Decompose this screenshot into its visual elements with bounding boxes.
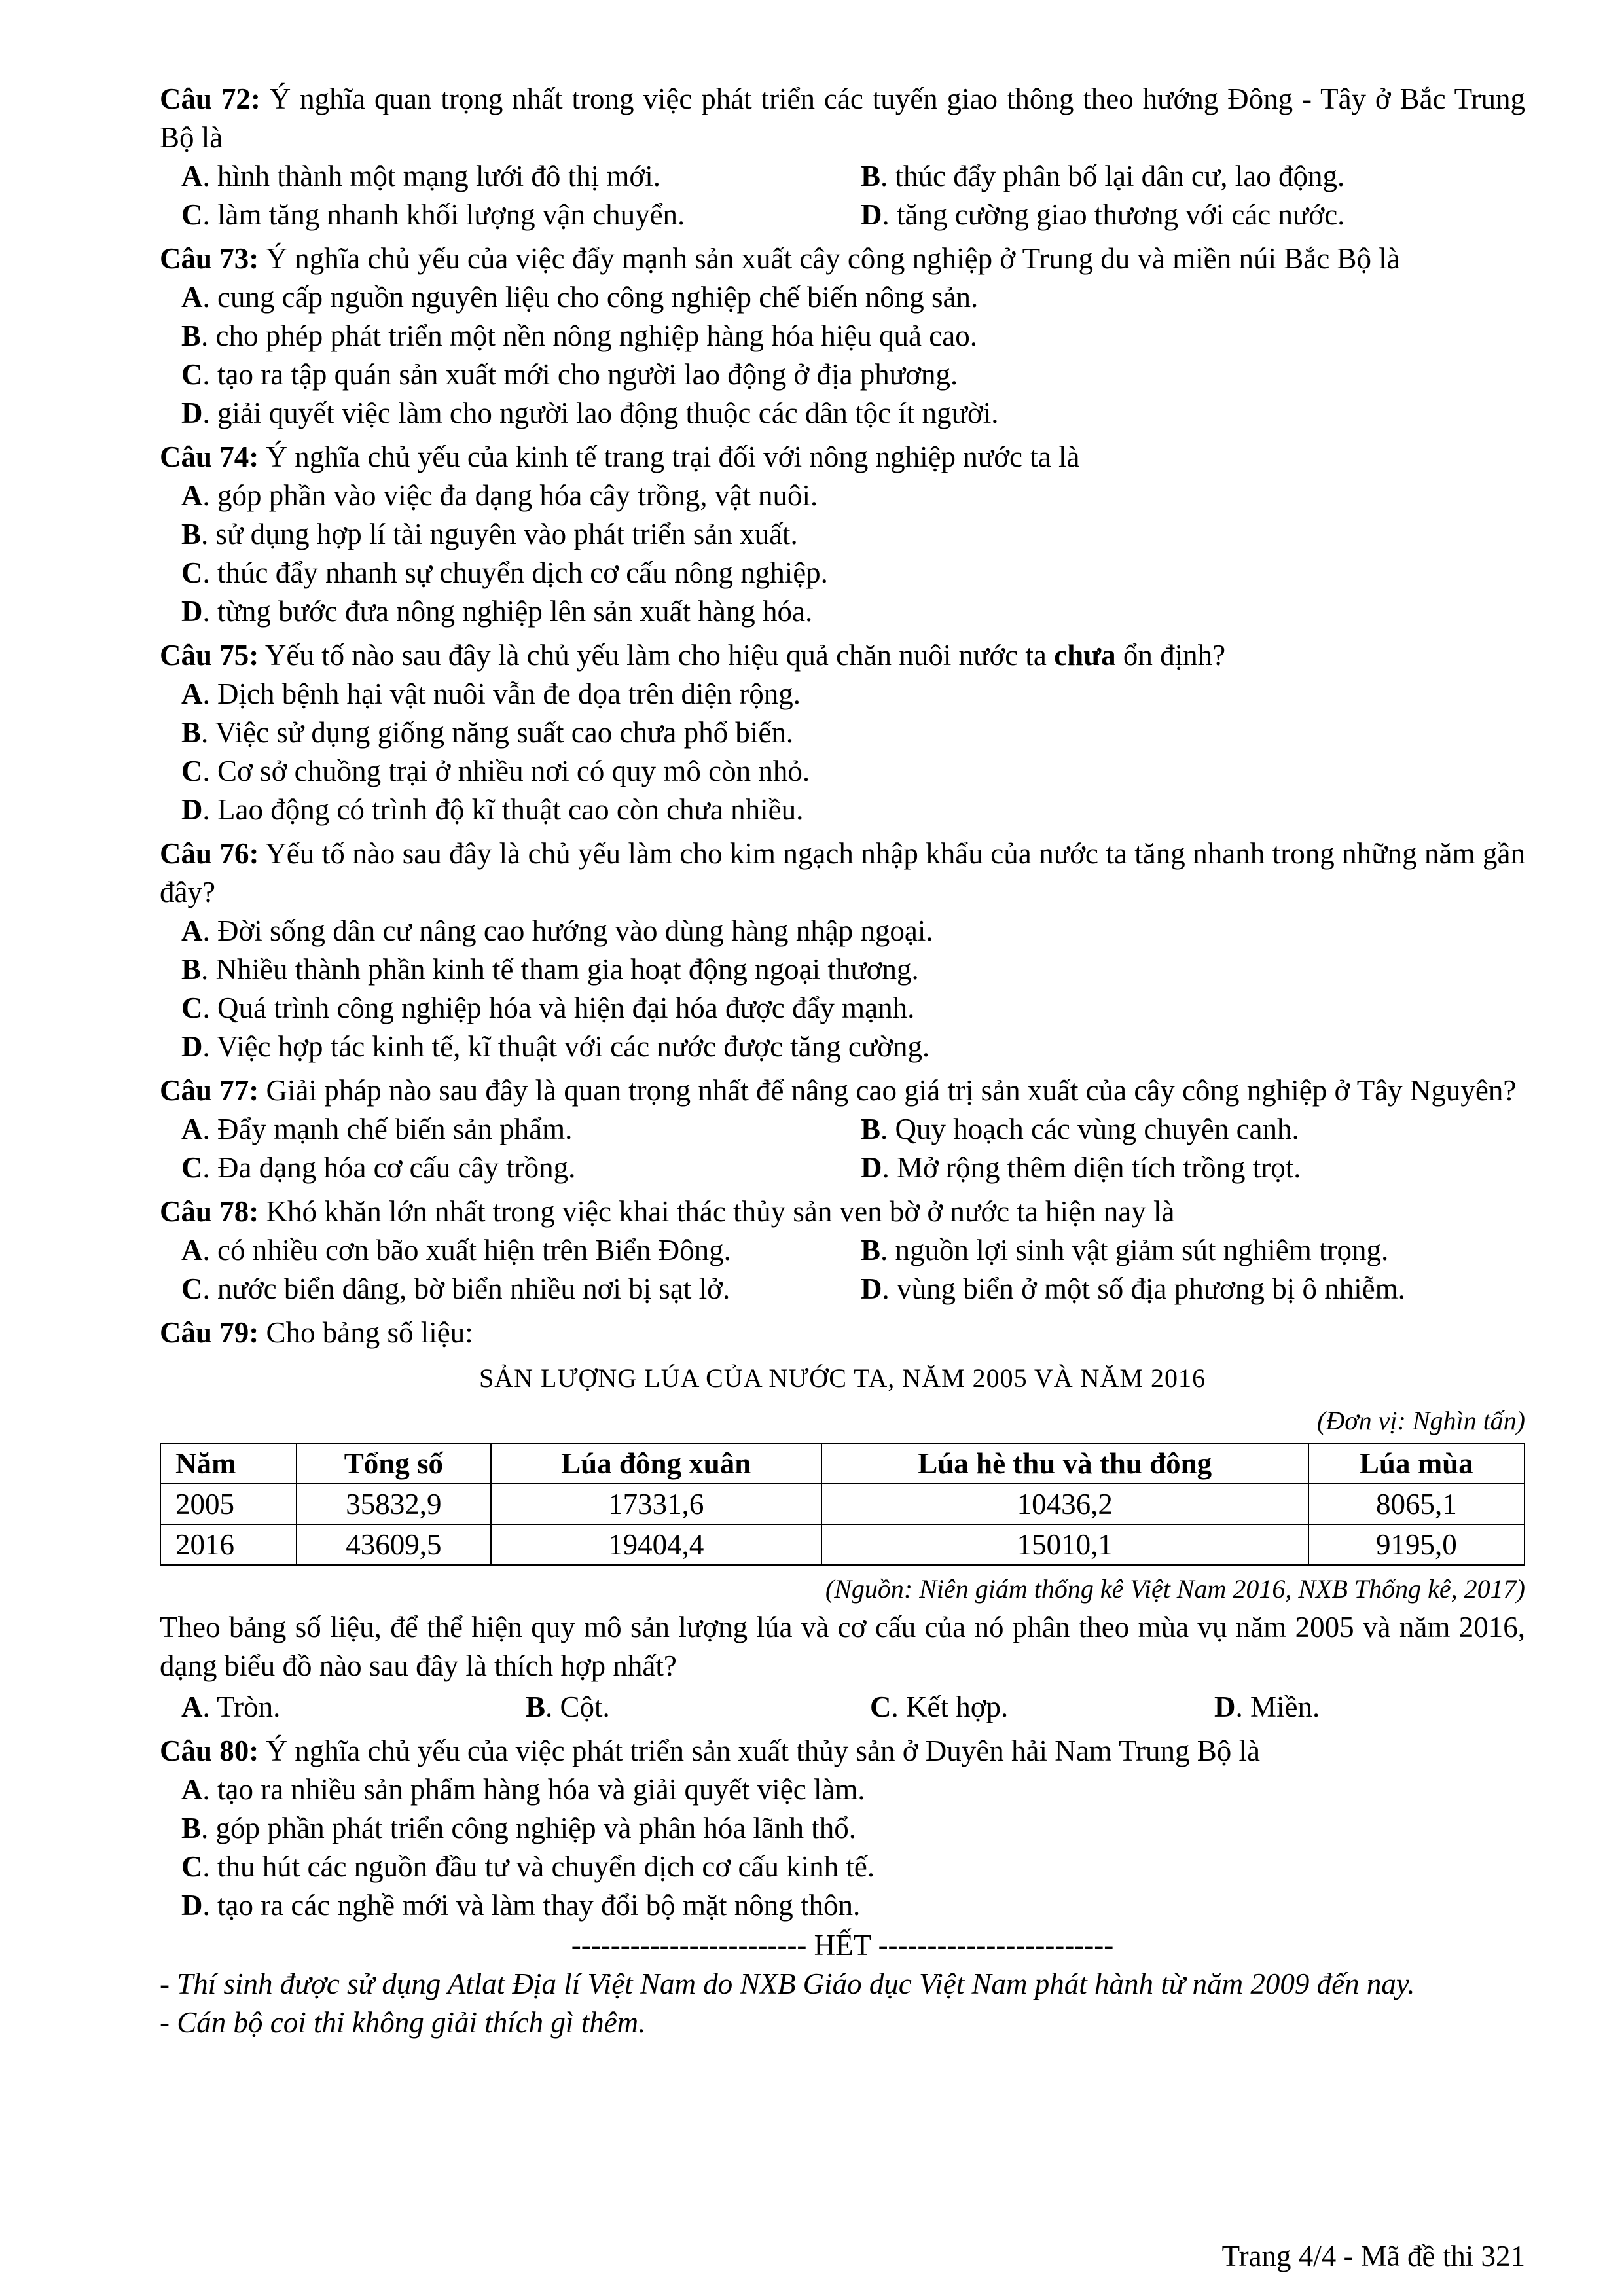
question-text: Ý nghĩa chủ yếu của việc phát triển sản xuất thủy sản ở Duyên hải Nam Trung Bộ là bbox=[259, 1734, 1261, 1767]
table-cell: 2005 bbox=[160, 1484, 297, 1524]
option-c: C. nước biển dâng, bờ biển nhiều nơi bị sạt lở. bbox=[181, 1272, 731, 1305]
option-c: C. Kết hợp. bbox=[870, 1691, 1009, 1723]
question-78 bbox=[160, 1193, 1525, 1308]
emphasis-word: chưa bbox=[1054, 639, 1116, 672]
question-text: Yếu tố nào sau đây là chủ yếu làm cho hiệu quả chăn nuôi nước ta bbox=[259, 639, 1055, 672]
question-number: Câu 78: bbox=[160, 1195, 259, 1228]
question-number: Câu 74: bbox=[160, 440, 259, 473]
question-number: Câu 80: bbox=[160, 1734, 259, 1767]
question-number: Câu 76: bbox=[160, 837, 259, 870]
question-80 bbox=[160, 1732, 1525, 1925]
question-number: Câu 79: bbox=[160, 1316, 259, 1349]
question-text: Ý nghĩa chủ yếu của việc đẩy mạnh sản xuất cây công nghiệp ở Trung du và miền núi Bắc Bộ là bbox=[259, 242, 1400, 275]
table-cell: 10436,2 bbox=[821, 1484, 1308, 1524]
option-a: A. Tròn. bbox=[181, 1691, 281, 1723]
question-79 bbox=[160, 1314, 1525, 1727]
table-cell: 19404,4 bbox=[491, 1524, 821, 1565]
rice-output-table bbox=[160, 1443, 1525, 1566]
option-d: D. giải quyết việc làm cho người lao động thuộc các dân tộc ít người. bbox=[181, 397, 999, 429]
question-text: Ý nghĩa chủ yếu của kinh tế trang trại đối với nông nghiệp nước ta là bbox=[259, 440, 1080, 473]
option-b: B. Việc sử dụng giống năng suất cao chưa phổ biến. bbox=[181, 716, 794, 749]
table-cell: 9195,0 bbox=[1308, 1524, 1525, 1565]
option-d: D. Việc hợp tác kinh tế, kĩ thuật với các nước được tăng cường. bbox=[181, 1030, 930, 1063]
column-header: Năm bbox=[160, 1443, 297, 1484]
question-77 bbox=[160, 1071, 1525, 1187]
option-b: B. Nhiều thành phần kinh tế tham gia hoạt động ngoại thương. bbox=[181, 953, 919, 986]
table-cell: 35832,9 bbox=[297, 1484, 491, 1524]
question-text: Cho bảng số liệu: bbox=[259, 1316, 473, 1349]
column-header: Lúa mùa bbox=[1308, 1443, 1525, 1484]
option-d: D. tạo ra các nghề mới và làm thay đổi bộ mặt nông thôn. bbox=[181, 1889, 861, 1922]
table-cell: 2016 bbox=[160, 1524, 297, 1565]
table-header-row bbox=[160, 1443, 1525, 1484]
question-followup: Theo bảng số liệu, để thể hiện quy mô sản lượng lúa và cơ cấu của nó phân theo mùa vụ năm 2005 và năm 2016, dạng biểu đồ nào sau đây là thích hợp nhất? bbox=[160, 1611, 1525, 1682]
end-marker: ------------------------ HẾT ------------------------ bbox=[571, 1929, 1114, 1962]
question-74 bbox=[160, 438, 1525, 631]
question-number: Câu 77: bbox=[160, 1074, 259, 1107]
option-d: D. từng bước đưa nông nghiệp lên sản xuất hàng hóa. bbox=[181, 595, 813, 628]
note-atlas: - Thí sinh được sử dụng Atlat Địa lí Việt Nam do NXB Giáo dục Việt Nam phát hành từ năm 2009 đến nay. bbox=[160, 1967, 1415, 2000]
column-header: Lúa hè thu và thu đông bbox=[821, 1443, 1308, 1484]
note-proctor: - Cán bộ coi thi không giải thích gì thêm. bbox=[160, 2006, 646, 2039]
option-d: D. Lao động có trình độ kĩ thuật cao còn chưa nhiều. bbox=[181, 793, 804, 826]
option-d: D. tăng cường giao thương với các nước. bbox=[861, 198, 1345, 231]
option-b: B. thúc đẩy phân bố lại dân cư, lao động. bbox=[861, 160, 1345, 192]
question-75: Câu 75: Yếu tố nào sau đây là chủ yếu làm cho hiệu quả chăn nuôi nước ta chưa ổn định? A. Dịch bệnh hại vật nuôi vẫn đe dọa trên diện rộng. B. Việc sử dụng giống năng suất cao chưa phổ biến. C. Cơ sở chuồng trại ở nhiều nơi có quy mô còn nhỏ. D. Lao động có trình độ kĩ thuật cao còn chưa nhiều. bbox=[160, 636, 1525, 829]
table-cell: 17331,6 bbox=[491, 1484, 821, 1524]
option-b: B. nguồn lợi sinh vật giảm sút nghiêm trọng. bbox=[861, 1234, 1389, 1266]
option-c: C. Quá trình công nghiệp hóa và hiện đại hóa được đẩy mạnh. bbox=[181, 992, 915, 1024]
option-c: C. Cơ sở chuồng trại ở nhiều nơi có quy mô còn nhỏ. bbox=[181, 755, 810, 787]
option-a: A. hình thành một mạng lưới đô thị mới. bbox=[181, 160, 660, 192]
question-text: Yếu tố nào sau đây là chủ yếu làm cho kim ngạch nhập khẩu của nước ta tăng nhanh trong những năm gần đây? bbox=[160, 837, 1525, 908]
table-cell: 15010,1 bbox=[821, 1524, 1308, 1565]
option-b: B. Cột. bbox=[526, 1691, 610, 1723]
option-a: A. tạo ra nhiều sản phẩm hàng hóa và giải quyết việc làm. bbox=[181, 1773, 865, 1806]
question-number: Câu 72: bbox=[160, 82, 261, 115]
question-number: Câu 73: bbox=[160, 242, 259, 275]
option-c: C. Đa dạng hóa cơ cấu cây trồng. bbox=[181, 1151, 576, 1184]
option-a: A. cung cấp nguồn nguyên liệu cho công nghiệp chế biến nông sản. bbox=[181, 281, 979, 314]
option-a: A. Đời sống dân cư nâng cao hướng vào dùng hàng nhập ngoại. bbox=[181, 914, 933, 947]
exam-page bbox=[160, 80, 1525, 2042]
option-a: A. có nhiều cơn bão xuất hiện trên Biển Đông. bbox=[181, 1234, 731, 1266]
column-header: Lúa đông xuân bbox=[491, 1443, 821, 1484]
question-73 bbox=[160, 240, 1525, 433]
question-number: Câu 75: bbox=[160, 639, 259, 672]
option-b: B. góp phần phát triển công nghiệp và phân hóa lãnh thổ. bbox=[181, 1812, 857, 1844]
table-unit: (Đơn vị: Nghìn tấn) bbox=[1317, 1406, 1525, 1435]
question-text: Khó khăn lớn nhất trong việc khai thác thủy sản ven bờ ở nước ta hiện nay là bbox=[259, 1195, 1175, 1228]
option-b: B. Quy hoạch các vùng chuyên canh. bbox=[861, 1113, 1299, 1145]
option-b: B. sử dụng hợp lí tài nguyên vào phát triển sản xuất. bbox=[181, 518, 798, 550]
option-a: A. Dịch bệnh hại vật nuôi vẫn đe dọa trên diện rộng. bbox=[181, 677, 801, 710]
column-header: Tổng số bbox=[297, 1443, 491, 1484]
question-72 bbox=[160, 80, 1525, 234]
table-row bbox=[160, 1484, 1525, 1524]
table-cell: 8065,1 bbox=[1308, 1484, 1525, 1524]
table-cell: 43609,5 bbox=[297, 1524, 491, 1565]
page-footer: Trang 4/4 - Mã đề thi 321 bbox=[1221, 2240, 1525, 2272]
question-text: Giải pháp nào sau đây là quan trọng nhất để nâng cao giá trị sản xuất của cây công nghiệp ở Tây Nguyên? bbox=[259, 1074, 1517, 1107]
option-a: A. góp phần vào việc đa dạng hóa cây trồng, vật nuôi. bbox=[181, 479, 818, 512]
option-c: C. làm tăng nhanh khối lượng vận chuyển. bbox=[181, 198, 685, 231]
option-c: C. thúc đẩy nhanh sự chuyển dịch cơ cấu nông nghiệp. bbox=[181, 556, 828, 589]
option-c: C. thu hút các nguồn đầu tư và chuyển dịch cơ cấu kinh tế. bbox=[181, 1850, 875, 1883]
option-d: D. Miền. bbox=[1214, 1691, 1320, 1723]
table-row bbox=[160, 1524, 1525, 1565]
table-title: SẢN LƯỢNG LÚA CỦA NƯỚC TA, NĂM 2005 VÀ NĂM 2016 bbox=[478, 1363, 1206, 1393]
option-b: B. cho phép phát triển một nền nông nghiệp hàng hóa hiệu quả cao. bbox=[181, 319, 977, 352]
question-text: Ý nghĩa quan trọng nhất trong việc phát triển các tuyến giao thông theo hướng Đông - Tây ở Bắc Trung Bộ là bbox=[160, 82, 1525, 154]
table-source: (Nguồn: Niên giám thống kê Việt Nam 2016, NXB Thống kê, 2017) bbox=[825, 1574, 1525, 1604]
option-c: C. tạo ra tập quán sản xuất mới cho người lao động ở địa phương. bbox=[181, 358, 958, 391]
option-d: D. Mở rộng thêm diện tích trồng trọt. bbox=[861, 1151, 1301, 1184]
option-d: D. vùng biển ở một số địa phương bị ô nhiễm. bbox=[861, 1272, 1405, 1305]
option-a: A. Đẩy mạnh chế biến sản phẩm. bbox=[181, 1113, 573, 1145]
question-76 bbox=[160, 834, 1525, 1066]
